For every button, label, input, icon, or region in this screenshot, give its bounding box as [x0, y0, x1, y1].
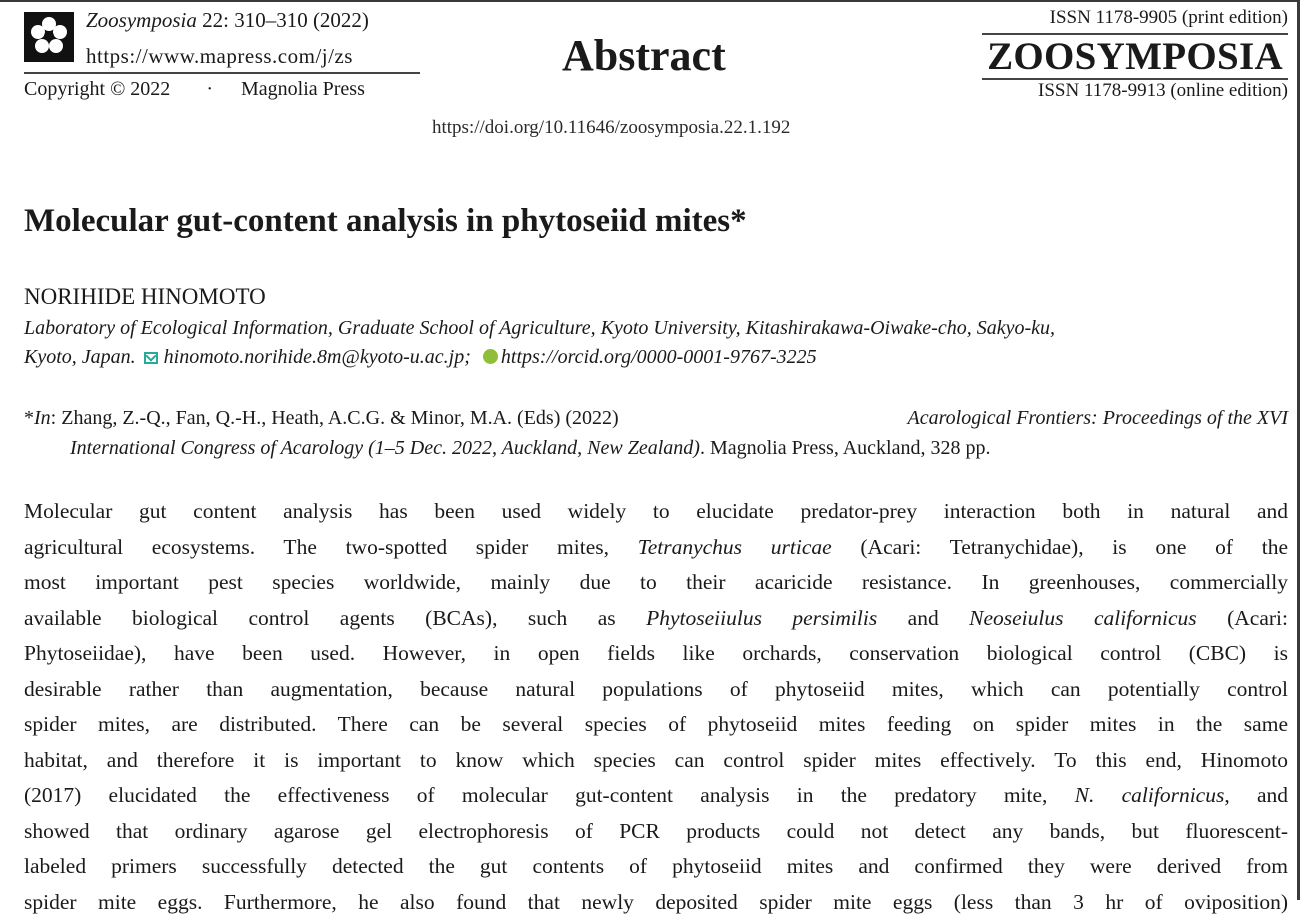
email-icon: [144, 352, 158, 364]
orcid-icon: [483, 349, 498, 364]
body-line: (2017) elucidated the effectiveness of molecular gut-content analysis in the predatory mite, N. californicus, and: [24, 778, 1288, 814]
body-line: habitat, and therefore it is important to know which species can control spider mites effectively. To this end, Hinomoto: [24, 743, 1288, 779]
body-line: spider mite eggs. Furthermore, he also found that newly deposited spider mite eggs (less than 3 hr of oviposition): [24, 885, 1288, 920]
issn-print: ISSN 1178-9905 (print edition): [982, 6, 1288, 30]
article-title: Molecular gut-content analysis in phytoseiid mites*: [24, 203, 747, 240]
journal-citation: Zoosymposia 22: 310–310 (2022): [86, 8, 369, 33]
copyright-line: Copyright © 2022 · Magnolia Press: [24, 78, 365, 101]
author-name: NORIHIDE HINOMOTO: [24, 284, 266, 310]
header-right: [982, 6, 1288, 102]
abstract-body: [24, 494, 1288, 920]
journal-logo-icon: [24, 12, 74, 62]
doi-link[interactable]: https://doi.org/10.11646/zoosymposia.22.1.192: [432, 117, 790, 139]
body-line: labeled primers successfully detected the gut contents of phytoseiid mites and confirmed they were derived from: [24, 849, 1288, 885]
body-line: spider mites, are distributed. There can be several species of phytoseiid mites feeding on spider mites in the same: [24, 707, 1288, 743]
body-line: Molecular gut content analysis has been used widely to elucidate predator-prey interaction both in natural and: [24, 494, 1288, 530]
body-line: available biological control agents (BCAs), such as Phytoseiiulus persimilis and Neoseiulus californicus (Acari:: [24, 601, 1288, 637]
page-border-top: [0, 0, 1300, 2]
body-line: most important pest species worldwide, mainly due to their acaricide resistance. In greenhouses, commercially: [24, 565, 1288, 601]
header-left-divider: [24, 72, 420, 74]
body-line: Phytoseiidae), have been used. However, in open fields like orchards, conservation biological control (CBC) is: [24, 636, 1288, 672]
journal-url-link[interactable]: https://www.mapress.com/j/zs: [86, 44, 353, 69]
body-line: agricultural ecosystems. The two-spotted spider mites, Tetranychus urticae (Acari: Tetranychidae), is one of the: [24, 530, 1288, 566]
email-link[interactable]: hinomoto.norihide.8m@kyoto-u.ac.jp;: [164, 346, 471, 368]
orcid-link[interactable]: https://orcid.org/0000-0001-9767-3225: [501, 346, 817, 368]
proceedings-footnote: [24, 403, 1288, 463]
issn-online: ISSN 1178-9913 (online edition): [982, 80, 1288, 102]
author-affiliation: Laboratory of Ecological Information, Graduate School of Agriculture, Kyoto University, Kitashirakawa-Oiwake-cho, Sakyo-ku, Kyoto, Japan. hinomoto.norihide.8m@kyoto-u.ac.jp; https://orcid.org/0000-0001-9767-3225: [24, 314, 1288, 372]
footnote-line-2: International Congress of Acarology (1–5 Dec. 2022, Auckland, New Zealand). Magnolia Press, Auckland, 328 pp.: [24, 433, 1288, 463]
section-heading: Abstract: [562, 30, 726, 81]
journal-brand: ZOOSYMPOSIA: [982, 37, 1288, 77]
footnote-line-1: *In: Zhang, Z.-Q., Fan, Q.-H., Heath, A.C.G. & Minor, M.A. (Eds) (2022) Acarological Frontiers: Proceedings of the XVI: [24, 403, 1288, 433]
body-line: showed that ordinary agarose gel electrophoresis of PCR products could not detect any bands, but fluorescent-: [24, 814, 1288, 850]
body-line: desirable rather than augmentation, because natural populations of phytoseiid mites, which can potentially control: [24, 672, 1288, 708]
